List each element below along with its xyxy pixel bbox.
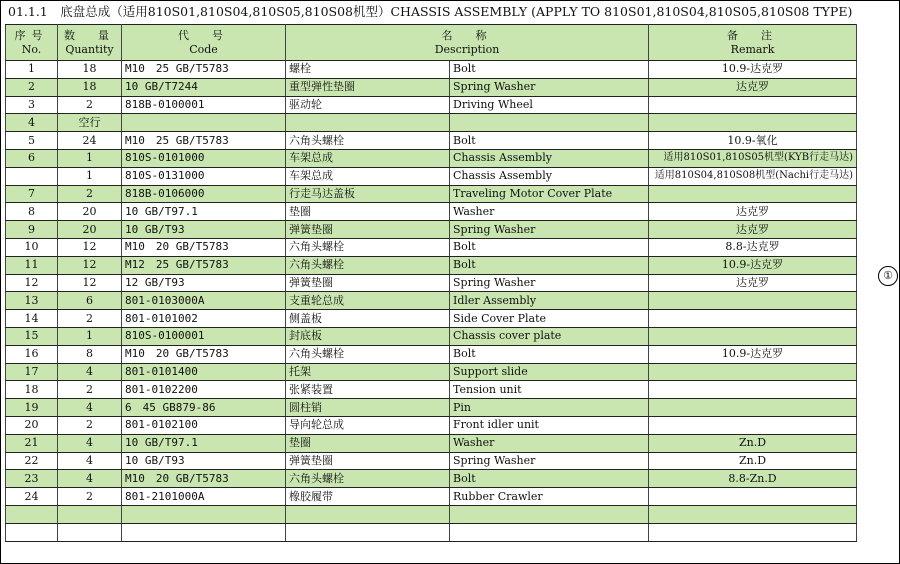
cell-code: 10 GB/T97.1	[122, 203, 286, 221]
cell-quantity: 4	[58, 363, 122, 381]
cell-description-zh: 弹簧垫圈	[286, 274, 450, 292]
cell-remark: 达克罗	[649, 274, 857, 292]
cell-description-zh	[286, 523, 450, 541]
cell-remark	[649, 416, 857, 434]
cell-remark: 10.9-氧化	[649, 132, 857, 150]
cell-code: M10 25 GB/T5783	[122, 61, 286, 79]
table-row	[6, 452, 857, 470]
cell-description-zh: 垫圈	[286, 434, 450, 452]
cell-quantity	[58, 505, 122, 523]
cell-no: 2	[6, 78, 58, 96]
cell-description-zh: 六角头螺栓	[286, 132, 450, 150]
page-title: 01.1.1 底盘总成（适用810S01,810S04,810S05,810S08机型）CHASSIS ASSEMBLY (APPLY TO 810S01,810S04,810S05,810S08 TYPE)	[8, 4, 853, 19]
table-row	[6, 292, 857, 310]
table-header-row	[6, 25, 857, 61]
page-number-badge: ①	[878, 266, 898, 286]
cell-quantity: 2	[58, 96, 122, 114]
cell-code: 12 GB/T93	[122, 274, 286, 292]
cell-remark: 10.9-达克罗	[649, 345, 857, 363]
cell-remark: 8.8-Zn.D	[649, 470, 857, 488]
cell-description-zh: 车架总成	[286, 149, 450, 167]
cell-code: 10 GB/T7244	[122, 78, 286, 96]
cell-description-zh: 六角头螺栓	[286, 256, 450, 274]
cell-code	[122, 114, 286, 132]
cell-description-en: Driving Wheel	[450, 96, 649, 114]
cell-description-en: Washer	[450, 434, 649, 452]
cell-description-zh: 行走马达盖板	[286, 185, 450, 203]
cell-description-en	[450, 505, 649, 523]
cell-code: 10 GB/T93	[122, 452, 286, 470]
cell-quantity: 20	[58, 203, 122, 221]
cell-description-en: Spring Washer	[450, 221, 649, 239]
cell-no: 7	[6, 185, 58, 203]
cell-description-en: Bolt	[450, 132, 649, 150]
table-row	[6, 505, 857, 523]
cell-description-en: Spring Washer	[450, 78, 649, 96]
cell-description-zh: 弹簧垫圈	[286, 221, 450, 239]
cell-no: 13	[6, 292, 58, 310]
cell-description-en: Idler Assembly	[450, 292, 649, 310]
table-row	[6, 363, 857, 381]
cell-description-en: Tension unit	[450, 381, 649, 399]
cell-description-en: Front idler unit	[450, 416, 649, 434]
cell-code: 801-0102100	[122, 416, 286, 434]
cell-remark	[649, 292, 857, 310]
cell-quantity: 24	[58, 132, 122, 150]
cell-description-zh: 驱动轮	[286, 96, 450, 114]
table-row	[6, 416, 857, 434]
cell-no: 3	[6, 96, 58, 114]
cell-code: 10 GB/T97.1	[122, 434, 286, 452]
cell-description-zh	[286, 114, 450, 132]
cell-code: 810S-0131000	[122, 167, 286, 185]
cell-description-zh: 重型弹性垫圈	[286, 78, 450, 96]
table-row	[6, 114, 857, 132]
cell-code: M10 20 GB/T5783	[122, 238, 286, 256]
cell-remark: Zn.D	[649, 452, 857, 470]
cell-description-en: Chassis Assembly	[450, 167, 649, 185]
cell-description-en: Bolt	[450, 238, 649, 256]
cell-remark	[649, 96, 857, 114]
table-row	[6, 327, 857, 345]
table-row	[6, 149, 857, 167]
cell-quantity: 2	[58, 185, 122, 203]
cell-no: 8	[6, 203, 58, 221]
cell-description-zh: 支重轮总成	[286, 292, 450, 310]
cell-remark: 10.9-达克罗	[649, 61, 857, 79]
cell-no: 9	[6, 221, 58, 239]
cell-remark: 10.9-达克罗	[649, 256, 857, 274]
cell-remark	[649, 310, 857, 328]
table-row	[6, 221, 857, 239]
cell-no: 4	[6, 114, 58, 132]
cell-no: 20	[6, 416, 58, 434]
cell-quantity: 1	[58, 149, 122, 167]
cell-description-en: Chassis cover plate	[450, 327, 649, 345]
cell-remark	[649, 381, 857, 399]
cell-description-zh: 六角头螺栓	[286, 345, 450, 363]
cell-no: 24	[6, 488, 58, 506]
cell-no: 19	[6, 399, 58, 417]
cell-quantity: 空行	[58, 114, 122, 132]
cell-no: 21	[6, 434, 58, 452]
cell-quantity	[58, 523, 122, 541]
cell-remark: 达克罗	[649, 221, 857, 239]
cell-code: 810S-0101000	[122, 149, 286, 167]
table-row	[6, 470, 857, 488]
cell-code: 801-0103000A	[122, 292, 286, 310]
table-row	[6, 488, 857, 506]
cell-remark	[649, 363, 857, 381]
table-row	[6, 238, 857, 256]
cell-description-zh: 六角头螺栓	[286, 470, 450, 488]
cell-quantity: 18	[58, 78, 122, 96]
cell-description-zh: 导向轮总成	[286, 416, 450, 434]
header-description: 名 称 Description	[286, 25, 649, 61]
cell-remark	[649, 185, 857, 203]
cell-code: 801-0101002	[122, 310, 286, 328]
cell-no	[6, 167, 58, 185]
cell-remark: 达克罗	[649, 203, 857, 221]
cell-code: 10 GB/T93	[122, 221, 286, 239]
cell-description-zh: 封底板	[286, 327, 450, 345]
cell-code	[122, 505, 286, 523]
table-row	[6, 132, 857, 150]
cell-remark	[649, 505, 857, 523]
cell-description-zh: 车架总成	[286, 167, 450, 185]
cell-remark	[649, 399, 857, 417]
cell-description-en: Rubber Crawler	[450, 488, 649, 506]
table-row	[6, 523, 857, 541]
cell-code: M10 20 GB/T5783	[122, 470, 286, 488]
cell-description-en: Support slide	[450, 363, 649, 381]
cell-no	[6, 505, 58, 523]
cell-description-en: Pin	[450, 399, 649, 417]
cell-no: 14	[6, 310, 58, 328]
cell-remark	[649, 488, 857, 506]
table-row	[6, 96, 857, 114]
header-code: 代 号 Code	[122, 25, 286, 61]
cell-no: 10	[6, 238, 58, 256]
header-quantity: 数 量 Quantity	[58, 25, 122, 61]
cell-no: 22	[6, 452, 58, 470]
parts-table	[5, 24, 857, 542]
cell-no: 1	[6, 61, 58, 79]
cell-quantity: 1	[58, 167, 122, 185]
table-row	[6, 185, 857, 203]
cell-description-en: Bolt	[450, 256, 649, 274]
cell-remark: Zn.D	[649, 434, 857, 452]
cell-quantity: 4	[58, 434, 122, 452]
cell-code: 801-0101400	[122, 363, 286, 381]
cell-quantity: 12	[58, 256, 122, 274]
table-row	[6, 434, 857, 452]
cell-quantity: 12	[58, 274, 122, 292]
cell-no: 11	[6, 256, 58, 274]
table-row	[6, 345, 857, 363]
cell-description-en: Washer	[450, 203, 649, 221]
cell-description-zh: 弹簧垫圈	[286, 452, 450, 470]
cell-no: 16	[6, 345, 58, 363]
cell-remark: 适用810S04,810S08机型(Nachi行走马达)	[649, 167, 857, 185]
cell-description-zh: 托架	[286, 363, 450, 381]
cell-quantity: 2	[58, 488, 122, 506]
cell-code: 818B-0100001	[122, 96, 286, 114]
cell-no: 6	[6, 149, 58, 167]
cell-code	[122, 523, 286, 541]
cell-quantity: 4	[58, 470, 122, 488]
cell-description-en: Bolt	[450, 470, 649, 488]
cell-quantity: 2	[58, 416, 122, 434]
cell-code: M10 25 GB/T5783	[122, 132, 286, 150]
cell-quantity: 4	[58, 399, 122, 417]
cell-description-en: Bolt	[450, 61, 649, 79]
cell-code: M10 20 GB/T5783	[122, 345, 286, 363]
cell-no: 18	[6, 381, 58, 399]
cell-description-zh: 垫圈	[286, 203, 450, 221]
cell-quantity: 20	[58, 221, 122, 239]
cell-no: 12	[6, 274, 58, 292]
cell-code: 801-2101000A	[122, 488, 286, 506]
table-row	[6, 274, 857, 292]
table-row	[6, 399, 857, 417]
cell-quantity: 6	[58, 292, 122, 310]
cell-description-en: Chassis Assembly	[450, 149, 649, 167]
cell-description-en	[450, 114, 649, 132]
cell-description-zh: 橡胶履带	[286, 488, 450, 506]
table-row	[6, 381, 857, 399]
cell-description-zh	[286, 505, 450, 523]
cell-quantity: 4	[58, 452, 122, 470]
cell-quantity: 12	[58, 238, 122, 256]
cell-quantity: 18	[58, 61, 122, 79]
header-remark: 备 注 Remark	[649, 25, 857, 61]
cell-remark	[649, 114, 857, 132]
cell-description-en: Traveling Motor Cover Plate	[450, 185, 649, 203]
cell-description-zh: 张紧装置	[286, 381, 450, 399]
cell-no: 15	[6, 327, 58, 345]
cell-quantity: 1	[58, 327, 122, 345]
cell-no	[6, 523, 58, 541]
cell-code: 810S-0100001	[122, 327, 286, 345]
cell-quantity: 2	[58, 310, 122, 328]
header-no: 序号 No.	[6, 25, 58, 61]
cell-description-en: Spring Washer	[450, 452, 649, 470]
cell-description-zh: 六角头螺栓	[286, 238, 450, 256]
table-row	[6, 61, 857, 79]
cell-no: 5	[6, 132, 58, 150]
cell-remark	[649, 523, 857, 541]
cell-code: 801-0102200	[122, 381, 286, 399]
table-row	[6, 310, 857, 328]
table-row	[6, 78, 857, 96]
cell-code: 6 45 GB879-86	[122, 399, 286, 417]
cell-remark: 达克罗	[649, 78, 857, 96]
cell-no: 23	[6, 470, 58, 488]
cell-description-zh: 侧盖板	[286, 310, 450, 328]
table-row	[6, 167, 857, 185]
cell-description-en: Bolt	[450, 345, 649, 363]
cell-description-zh: 圆柱销	[286, 399, 450, 417]
table-row	[6, 203, 857, 221]
cell-description-en: Spring Washer	[450, 274, 649, 292]
cell-remark: 适用810S01,810S05机型(KYB行走马达)	[649, 149, 857, 167]
cell-quantity: 2	[58, 381, 122, 399]
cell-description-zh: 螺栓	[286, 61, 450, 79]
cell-no: 17	[6, 363, 58, 381]
cell-remark	[649, 327, 857, 345]
cell-description-en: Side Cover Plate	[450, 310, 649, 328]
table-row	[6, 256, 857, 274]
cell-code: M12 25 GB/T5783	[122, 256, 286, 274]
cell-code: 818B-0106000	[122, 185, 286, 203]
cell-description-en	[450, 523, 649, 541]
cell-quantity: 8	[58, 345, 122, 363]
cell-remark: 8.8-达克罗	[649, 238, 857, 256]
